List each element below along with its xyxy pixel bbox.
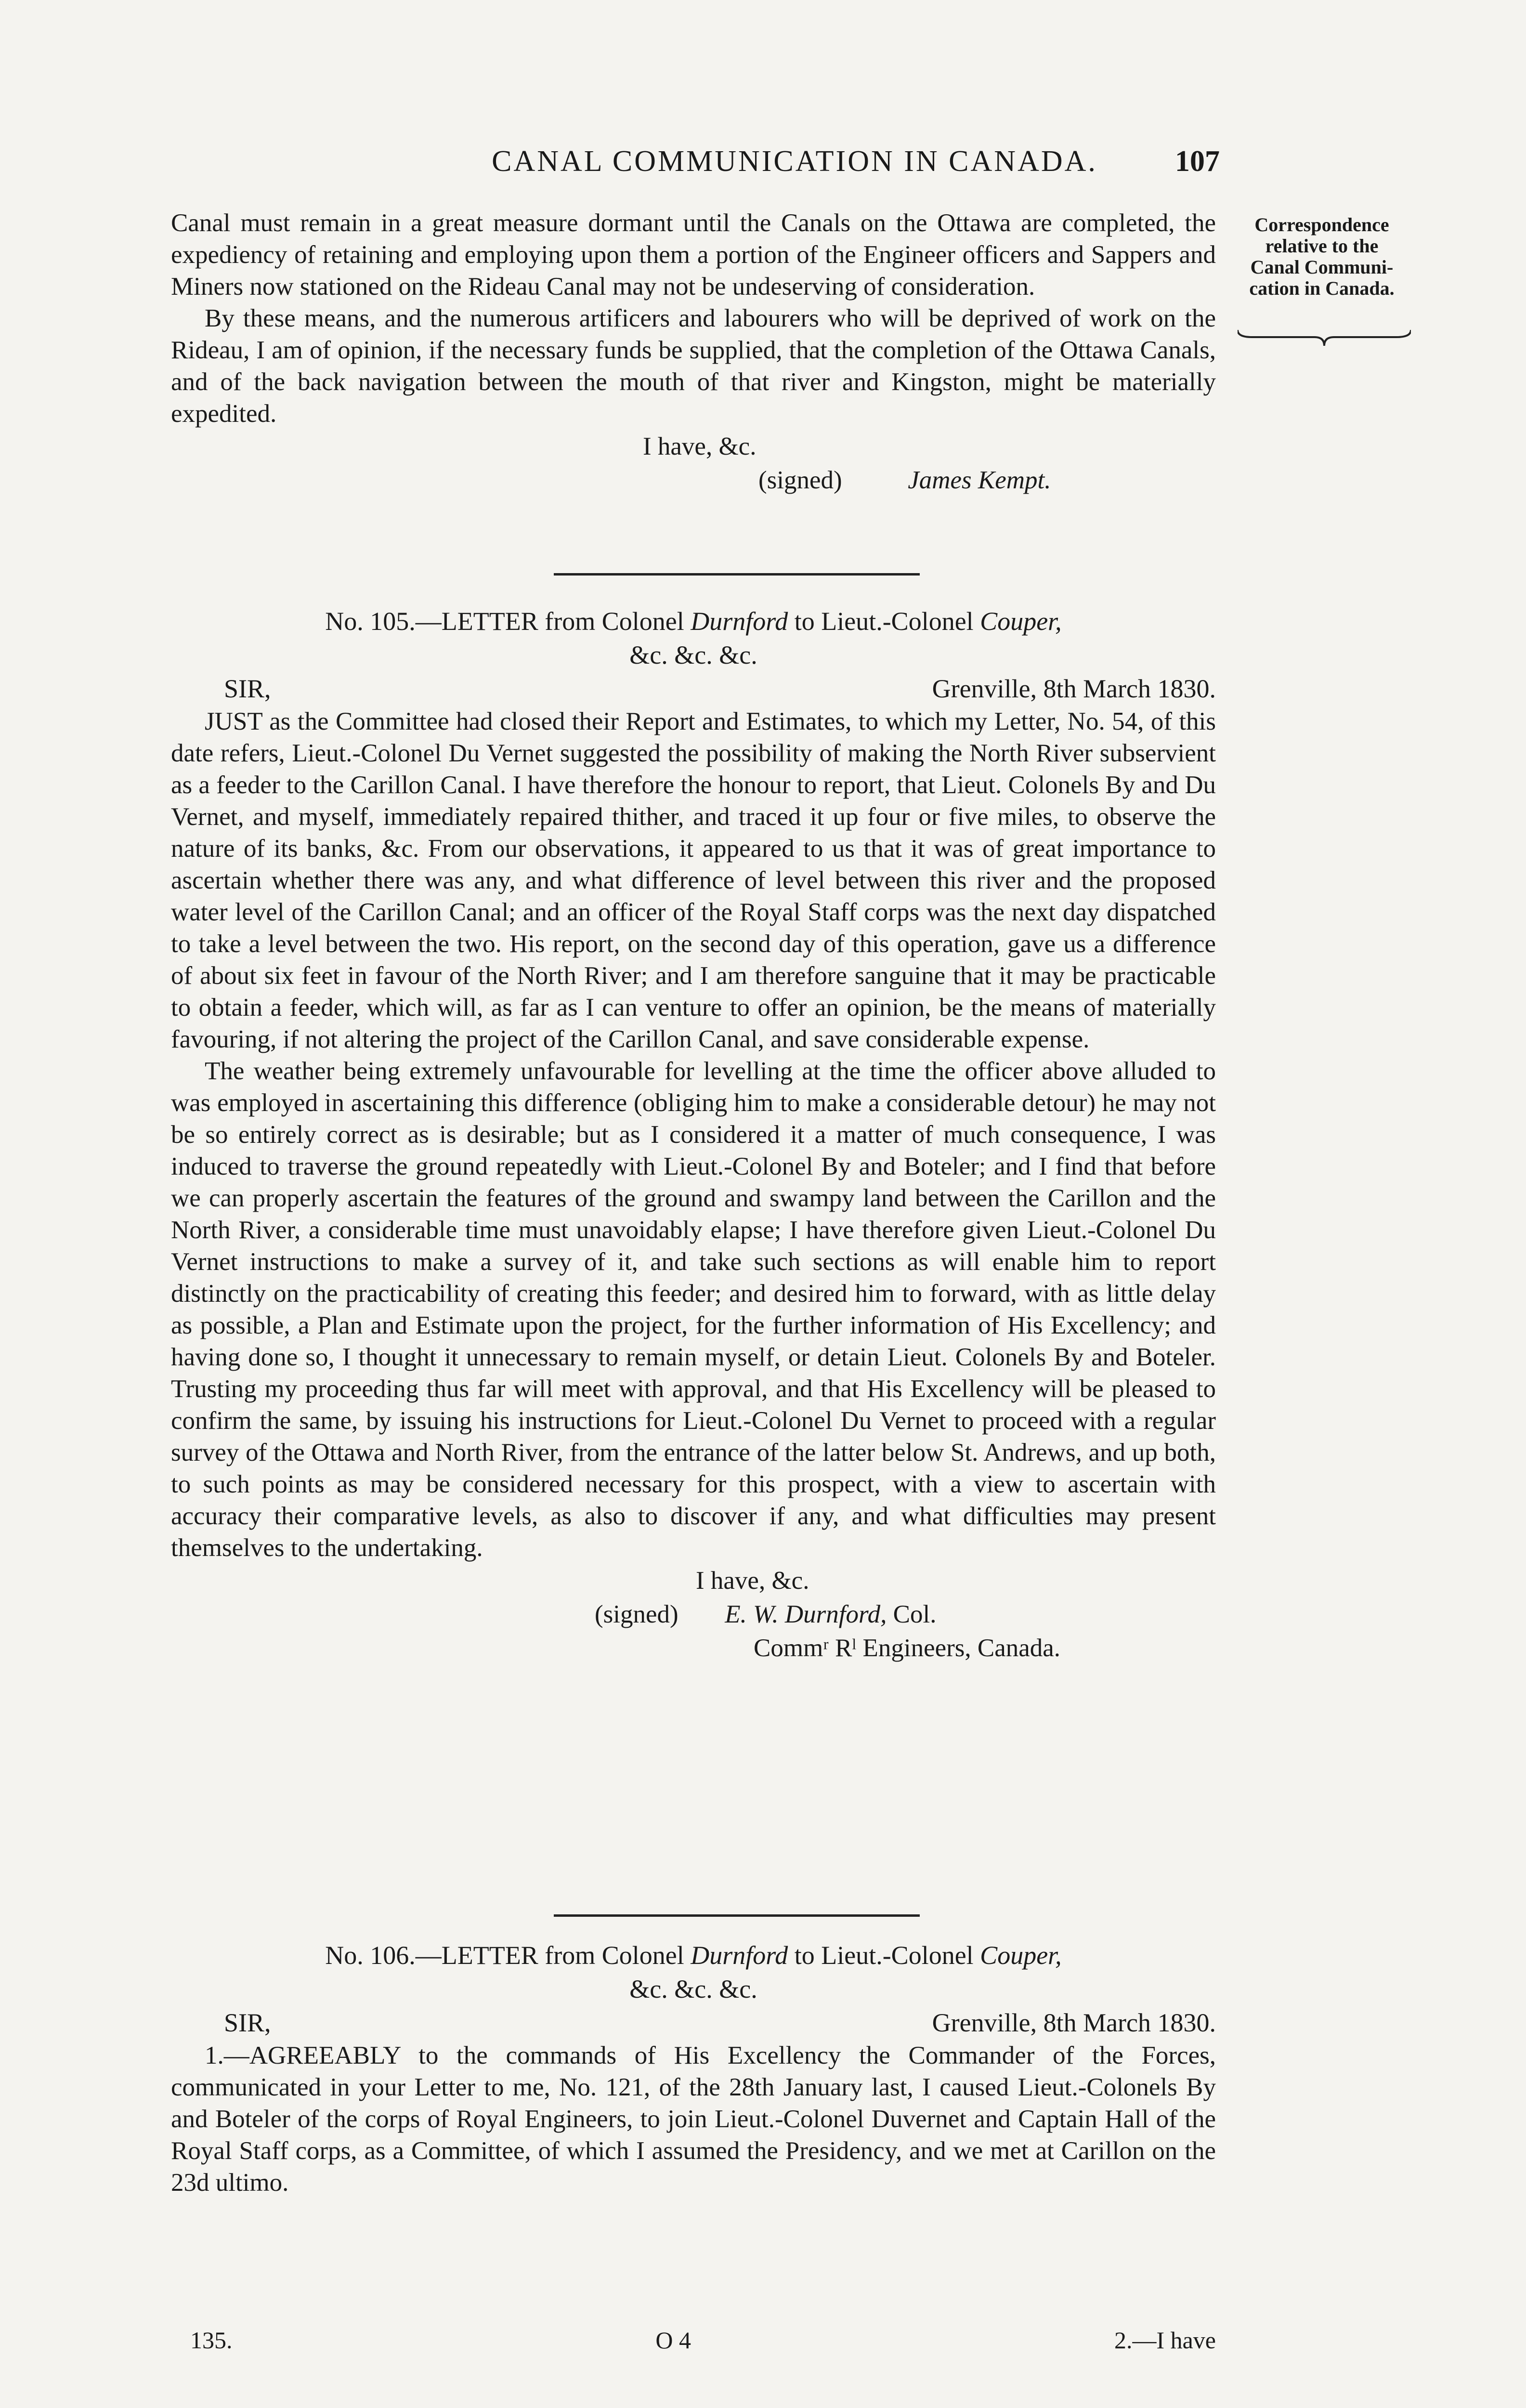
signatory-name: E. W. Durnford, [725, 1600, 887, 1628]
heading-etc: &c. &c. &c. [629, 641, 757, 669]
closing: I have, &c. [696, 1567, 809, 1595]
margin-note-line: Correspondence [1254, 214, 1389, 236]
heading-recipient: Couper, [980, 1941, 1062, 1970]
salutation: SIR, [224, 674, 271, 703]
margin-note-line: cation in Canada. [1249, 277, 1395, 299]
running-header: CANAL COMMUNICATION IN CANADA. [492, 145, 1097, 178]
letter-heading [171, 604, 1216, 638]
signature-mark: 135. [190, 2327, 233, 2354]
letter-105 [171, 604, 1216, 1665]
section-rule [554, 1914, 920, 1917]
heading-text: No. 106.—LETTER from Colonel [325, 1941, 691, 1970]
margin-brace [1238, 327, 1411, 347]
heading-recipient: Couper, [980, 607, 1062, 636]
signatory-name: James Kempt. [908, 466, 1051, 494]
dateline: Grenville, 8th March 1830. [932, 2008, 1216, 2037]
margin-note-line: Canal Communi- [1250, 256, 1394, 278]
signed-label: (signed) [595, 1600, 678, 1628]
salutation-row [171, 672, 1216, 706]
margin-note-line: relative to the [1265, 235, 1379, 257]
signatory-rank: Col. [887, 1600, 937, 1628]
paragraph: The weather being extremely unfavourable for levelling at the time the officer above alluded to was employed in ascertaining this difference (obliging him to make a considerable detour) he may not be so entirely correct as is desirable; but as I considered it a matter of much consequence, I was induced to traverse the ground repeatedly with Lieut.-Colonel By and Boteler; and I find that before we can properly ascertain the features of the ground and swampy land between the Carillon and the North River, a considerable time must unavoidably elapse; I have therefore given Lieut.-Colonel Du Vernet instructions to make a survey of it, and take such sections as will enable him to report distinctly on the practicability of creating this feeder; and desired him to forward, with as little delay as possible, a Plan and Estimate upon the project, for the further information of His Excellency; and having done so, I thought it unnecessary to remain myself, or detain Lieut. Colonels By and Boteler. Trusting my proceeding thus far will meet with approval, and that His Excellency will be pleased to confirm the same, by issuing his instructions for Lieut.-Colonel Du Vernet to proceed with a regular survey of the Ottawa and North River, from the entrance of the latter below St. Andrews, and up both, to such points as may be considered necessary for this prospect, with a view to ascertain with accuracy their comparative levels, as also to discover if any, and what difficulties may present themselves to the undertaking. [171, 1057, 1216, 1562]
section-rule [554, 573, 920, 576]
heading-text: to Lieut.-Colonel [788, 607, 980, 636]
heading-text: No. 105.—LETTER from Colonel [325, 607, 691, 636]
signature [171, 1597, 1216, 1631]
letter-106 [171, 1938, 1216, 2199]
intro-section [171, 207, 1216, 497]
page-number: 107 [1175, 145, 1220, 178]
heading-sender: Durnford [691, 607, 788, 636]
signature [171, 463, 1216, 497]
margin-note [1233, 214, 1411, 299]
heading-sender: Durnford [691, 1941, 788, 1970]
paragraph: By these means, and the numerous artificers and labourers who will be deprived of work on the Rideau, I am of opinion, if the necessary funds be supplied, that the completion of the Ottawa Canals, and of the back navigation between the mouth of that river and Kingston, might be materially expedited. [171, 304, 1216, 428]
salutation-row [171, 2006, 1216, 2040]
catchword: 2.—I have [1114, 2327, 1216, 2354]
sheet-mark: O 4 [655, 2327, 691, 2354]
heading-etc: &c. &c. &c. [629, 1975, 757, 2003]
salutation: SIR, [224, 2008, 271, 2037]
page-footer [190, 2326, 1216, 2354]
closing: I have, &c. [643, 432, 756, 460]
dateline: Grenville, 8th March 1830. [932, 674, 1216, 703]
paragraph: JUST as the Committee had closed their Report and Estimates, to which my Letter, No. 54, of this date refers, Lieut.-Colonel Du Vernet suggested the possibility of making the North River subservient as a feeder to the Carillon Canal. I have therefore the honour to report, that Lieut. Colonels By and Du Vernet, and myself, immediately repaired thither, and traced it up four or five miles, to observe the nature of its banks, &c. From our observations, it appeared to us that it was of great importance to ascertain whether there was any, and what difference of level between this river and the proposed water level of the Carillon Canal; and an officer of the Royal Staff corps was the next day dispatched to take a level between the two. His report, on the second day of this operation, gave us a difference of about six feet in favour of the North River; and I am therefore sanguine that it may be practicable to obtain a feeder, which will, as far as I can venture to offer an opinion, be the means of materially favouring, if not altering the project of the Carillon Canal, and save considerable expense. [171, 707, 1216, 1053]
heading-text: to Lieut.-Colonel [788, 1941, 980, 1970]
signed-label: (signed) [758, 466, 842, 494]
letter-heading [171, 1938, 1216, 1972]
paragraph: 1.—AGREEABLY to the commands of His Excellency the Commander of the Forces, communicated in your Letter to me, No. 121, of the 28th January last, I caused Lieut.-Colonels By and Boteler of the corps of Royal Engineers, to join Lieut.-Colonel Duvernet and Captain Hall of the Royal Staff corps, as a Committee, of which I assumed the Presidency, and we met at Carillon on the 23d ultimo. [171, 2042, 1216, 2197]
signatory-title: Commʳ Rˡ Engineers, Canada. [754, 1634, 1061, 1662]
paragraph: Canal must remain in a great measure dormant until the Canals on the Ottawa are completed, the expediency of retaining and employing upon them a portion of the Engineer officers and Sappers and Miners now stationed on the Rideau Canal may not be undeserving of consideration. [171, 209, 1216, 301]
